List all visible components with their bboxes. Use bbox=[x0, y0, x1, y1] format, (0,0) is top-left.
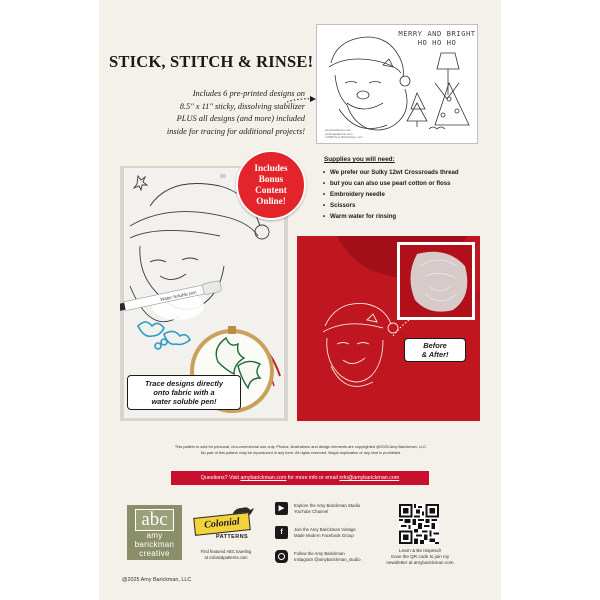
fine-print-line: colonialpatterns.com bbox=[325, 131, 353, 136]
colonial-note bbox=[195, 549, 257, 560]
callout-line: & After! bbox=[421, 350, 449, 359]
intro-line: Includes 6 pre-printed designs on bbox=[192, 89, 305, 98]
qr-code-icon[interactable] bbox=[399, 504, 439, 544]
qr-caption-line: Scan the QR code to join my bbox=[390, 554, 450, 560]
callout-line: onto fabric with a bbox=[153, 388, 215, 397]
headline: STICK, STITCH & RINSE! bbox=[109, 52, 314, 71]
supplies-list bbox=[323, 167, 488, 222]
facebook-icon: f bbox=[275, 526, 288, 539]
disclaimer-line: This pattern is sold for personal, non-commercial use only. Photos, illustrations and design elements are copyrighted @2025 Amy Barickman, LLC. bbox=[174, 444, 428, 449]
badge-line: Includes bbox=[254, 163, 288, 173]
copyright-footer: @2025 Amy Barickman, LLC bbox=[122, 577, 192, 583]
intro-line: PLUS all designs (and more) included bbox=[176, 114, 305, 123]
social-line: Instagram @amybarickman_studio bbox=[294, 556, 361, 562]
dotted-arrow-icon bbox=[285, 92, 319, 106]
supply-item: • but you can also use pearl cotton or floss bbox=[323, 178, 488, 189]
pattern-fine-print bbox=[325, 129, 363, 140]
callout-line: water soluble pen! bbox=[151, 397, 217, 406]
qr-caption-line: Learn & Be Inspired! bbox=[399, 548, 441, 553]
callout-line: Trace designs directly bbox=[145, 379, 223, 388]
social-row-facebook[interactable] bbox=[275, 526, 356, 539]
sweater-photo-illustration-icon bbox=[297, 236, 480, 421]
youtube-icon: ▶ bbox=[275, 502, 288, 515]
fine-print-line: amybarickman.com bbox=[325, 128, 352, 132]
social-text bbox=[294, 551, 360, 563]
colonial-patterns-logo bbox=[192, 504, 258, 548]
instagram-icon bbox=[275, 550, 288, 563]
supply-item: • Embroidery needle bbox=[323, 189, 488, 200]
fine-print-line: ©2025 Amy Barickman, LLC bbox=[325, 135, 363, 139]
disclaimer-line: No part of this pattern may be reproduced in any form. All rights reserved. Illegal duplication of any kind is prohibited. bbox=[200, 450, 402, 455]
questions-banner bbox=[171, 471, 429, 485]
pattern-back-cover bbox=[99, 0, 501, 600]
copyright-disclaimer bbox=[125, 444, 477, 456]
social-line: YouTube Channel bbox=[294, 508, 329, 514]
social-row-youtube[interactable] bbox=[275, 502, 360, 515]
trace-callout bbox=[127, 375, 241, 410]
email-link[interactable]: info@amybarickman.com bbox=[339, 475, 400, 481]
santa-line-drawing-icon bbox=[317, 25, 477, 143]
website-link[interactable]: amybarickman.com bbox=[240, 475, 287, 481]
qr-caption bbox=[375, 548, 465, 567]
colonial-note-line: Find featured ABC toweling bbox=[200, 549, 252, 554]
cta-text: for more info or email bbox=[286, 475, 340, 481]
supply-item: • Scissors bbox=[323, 200, 488, 211]
qr-caption-line: newsletter at amybarickman.com bbox=[386, 560, 454, 566]
social-line: Follow the Amy Barickman bbox=[294, 550, 345, 556]
supplies-title: Supplies you will need: bbox=[324, 156, 395, 163]
intro-line: 8.5" x 11" sticky, dissolving stabilizer bbox=[179, 101, 305, 111]
pattern-title-line: HO HO HO bbox=[417, 38, 457, 47]
colonial-logo-text: Colonial bbox=[193, 512, 251, 536]
colonial-logo-sub: PATTERNS bbox=[216, 534, 249, 540]
badge-line: Bonus bbox=[258, 174, 284, 184]
amy-barickman-creative-logo bbox=[127, 505, 182, 560]
sweater-photo bbox=[297, 236, 480, 421]
supply-item: • We prefer our Sulky 12wt Crossroads thread bbox=[323, 167, 488, 178]
intro-line: inside for tracing for additional projects! bbox=[166, 126, 305, 136]
social-text bbox=[294, 527, 356, 539]
cta-text: Questions? Visit bbox=[200, 475, 241, 481]
pattern-title-line: MERRY AND BRIGHT bbox=[398, 29, 476, 38]
badge-line: Content bbox=[255, 185, 287, 195]
callout-line: Before bbox=[423, 341, 447, 350]
abc-logo-letters: abc bbox=[135, 509, 174, 531]
before-after-callout bbox=[404, 338, 466, 362]
bonus-content-badge bbox=[236, 150, 306, 220]
social-line: Join the Amy Barickman Vintage bbox=[294, 526, 356, 532]
abc-logo-line: barickman bbox=[134, 540, 175, 549]
social-text bbox=[294, 503, 360, 515]
social-row-instagram[interactable] bbox=[275, 550, 360, 563]
intro-text bbox=[107, 88, 305, 138]
pattern-sheet-preview bbox=[316, 24, 478, 144]
pen-label: Water Soluble pen bbox=[159, 289, 197, 303]
colonial-note-line: at colonialpatterns.com bbox=[204, 554, 248, 560]
badge-line: Online! bbox=[256, 196, 286, 206]
social-line: Made Modern Facebook Group bbox=[294, 532, 354, 538]
abc-logo-line: creative bbox=[139, 549, 170, 558]
social-line: Explore the Amy Barickman Studio bbox=[294, 502, 361, 508]
supply-item: • Warm water for rinsing bbox=[323, 211, 488, 222]
abc-logo-line: amy bbox=[146, 531, 163, 540]
